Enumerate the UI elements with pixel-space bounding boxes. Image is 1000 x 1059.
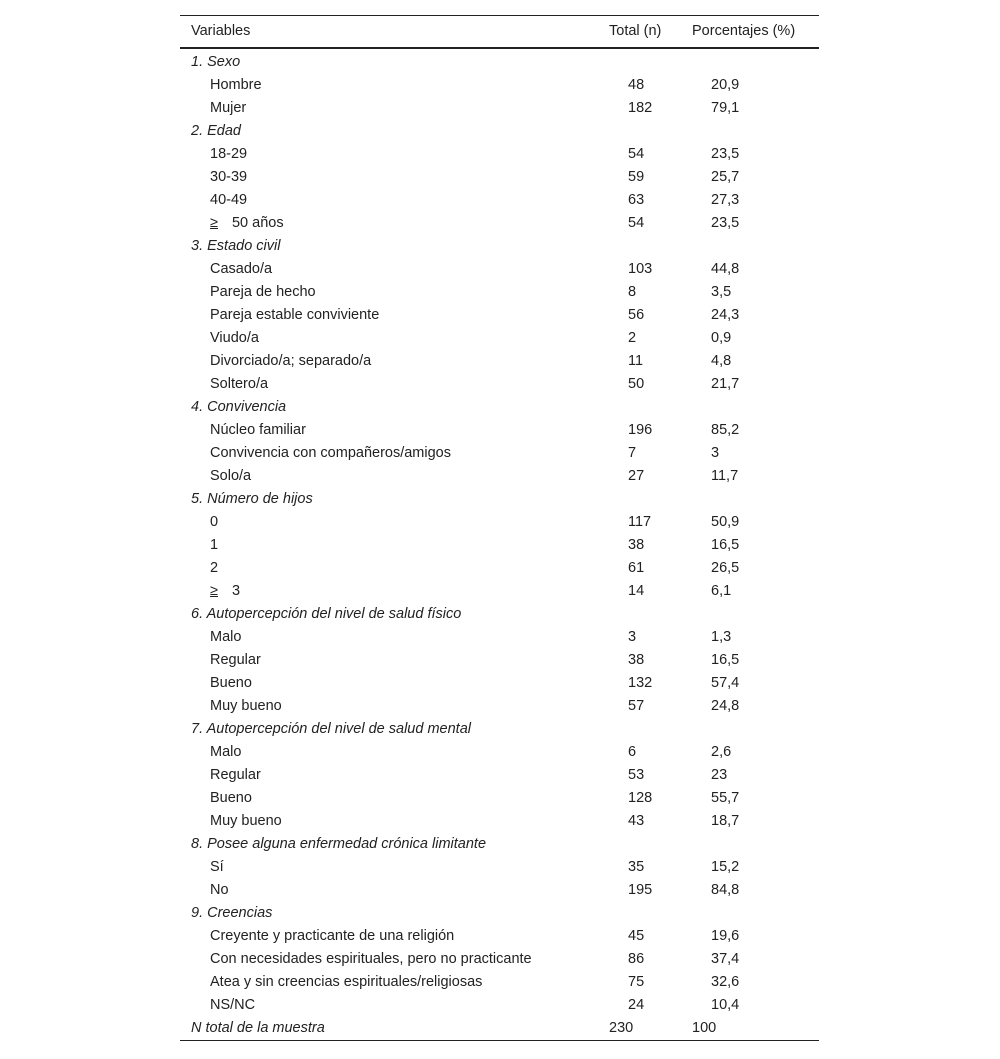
variable-label: Regular	[210, 767, 261, 783]
variable-label: 3	[231, 583, 241, 599]
variable-label: Pareja estable conviviente	[210, 307, 380, 323]
total-n-cell: 53	[628, 767, 645, 783]
variable-label: 1. Sexo	[191, 54, 241, 70]
percent-cell	[692, 718, 819, 741]
percent-cell	[692, 603, 819, 626]
table-row	[180, 764, 819, 787]
variable-label: Con necesidades espirituales, pero no practicante	[210, 951, 532, 967]
total-n-cell: 182	[628, 100, 653, 116]
greater-equal-symbol: ≥	[210, 583, 218, 599]
variable-cell	[180, 695, 628, 718]
variable-label: Creyente y practicante de una religión	[210, 928, 455, 944]
variable-cell	[180, 741, 628, 764]
table-row	[180, 879, 819, 902]
percent-cell: 23	[711, 767, 728, 783]
table-row	[180, 994, 819, 1017]
variable-cell	[180, 879, 628, 902]
variable-cell	[180, 51, 609, 74]
variable-label: Muy bueno	[210, 698, 282, 714]
total-n-cell	[609, 718, 692, 741]
variable-cell	[180, 787, 628, 810]
table-row	[180, 97, 819, 120]
table-row	[180, 649, 819, 672]
variable-cell	[180, 764, 628, 787]
group-header-row	[180, 603, 819, 626]
variable-cell	[180, 534, 628, 557]
total-n-cell: 48	[628, 77, 645, 93]
table-body	[180, 51, 819, 1040]
total-n-cell	[609, 120, 692, 143]
table-row	[180, 948, 819, 971]
variable-label: Soltero/a	[210, 376, 269, 392]
variable-label: Malo	[210, 629, 242, 645]
total-n-cell: 6	[628, 744, 637, 760]
table-row	[180, 327, 819, 350]
total-n-cell: 38	[628, 652, 645, 668]
percent-cell	[692, 120, 819, 143]
variable-cell	[180, 350, 628, 373]
percent-cell: 21,7	[711, 376, 740, 392]
variable-label: Convivencia con compañeros/amigos	[210, 445, 451, 461]
group-header-row	[180, 718, 819, 741]
table-row	[180, 442, 819, 465]
variable-label: Divorciado/a; separado/a	[210, 353, 372, 369]
variable-cell	[180, 580, 628, 603]
variable-cell	[180, 120, 609, 143]
total-n-cell: 2	[628, 330, 637, 346]
variable-label: Regular	[210, 652, 261, 668]
variable-cell	[180, 396, 609, 419]
table-row	[180, 810, 819, 833]
total-n-cell	[609, 603, 692, 626]
table-row	[180, 695, 819, 718]
total-n-cell: 196	[628, 422, 653, 438]
variable-label: 0	[210, 514, 219, 530]
variable-cell	[180, 971, 628, 994]
group-header-row	[180, 235, 819, 258]
total-n-cell: 11	[628, 353, 644, 369]
total-n-cell	[609, 235, 692, 258]
group-header-row	[180, 833, 819, 856]
variable-cell	[180, 327, 628, 350]
percent-cell: 27,3	[711, 192, 740, 208]
variable-cell	[180, 304, 628, 327]
table-row	[180, 419, 819, 442]
total-n-cell: 24	[628, 997, 645, 1013]
variable-label: Mujer	[210, 100, 247, 116]
total-n-cell: 103	[628, 261, 653, 277]
variable-label: Sí	[210, 859, 224, 875]
variable-cell	[180, 97, 628, 120]
total-n-cell: 132	[628, 675, 653, 691]
variable-label: 1	[210, 537, 219, 553]
total-n-cell	[609, 51, 692, 74]
variable-cell	[180, 994, 628, 1017]
table-row	[180, 741, 819, 764]
total-n-cell: 195	[628, 882, 653, 898]
variable-cell	[180, 74, 628, 97]
variable-cell	[180, 166, 628, 189]
variable-label: 2. Edad	[191, 123, 241, 139]
variable-label: 4. Convivencia	[191, 399, 287, 415]
table-row	[180, 143, 819, 166]
percent-cell: 37,4	[711, 951, 740, 967]
percent-cell: 16,5	[711, 537, 740, 553]
variable-cell	[180, 626, 628, 649]
percent-cell: 23,5	[711, 146, 740, 162]
percent-cell	[692, 396, 819, 419]
table-row	[180, 74, 819, 97]
variable-label: 8. Posee alguna enfermedad crónica limitante	[191, 836, 487, 852]
variable-label: 9. Creencias	[191, 905, 273, 921]
percent-cell: 3,5	[711, 284, 732, 300]
variable-cell	[180, 419, 628, 442]
total-n-cell: 14	[628, 583, 645, 599]
table-row	[180, 189, 819, 212]
variable-label: Hombre	[210, 77, 262, 93]
total-n-cell: 59	[628, 169, 645, 185]
percent-cell: 44,8	[711, 261, 740, 277]
total-n-cell: 54	[628, 146, 645, 162]
variable-label: 6. Autopercepción del nivel de salud físico	[191, 606, 462, 622]
total-n-cell: 230	[609, 1020, 634, 1036]
total-n-cell: 3	[628, 629, 637, 645]
table-row	[180, 626, 819, 649]
percent-cell: 84,8	[711, 882, 740, 898]
table-row	[180, 511, 819, 534]
total-n-cell	[609, 833, 692, 856]
variable-label: Bueno	[210, 675, 252, 691]
percent-cell: 0,9	[711, 330, 732, 346]
variable-cell	[180, 649, 628, 672]
table-row	[180, 856, 819, 879]
variable-label: 18-29	[210, 146, 248, 162]
total-n-cell: 43	[628, 813, 645, 829]
variable-label: 50 años	[231, 215, 284, 231]
total-n-cell: 86	[628, 951, 645, 967]
total-n-cell: 75	[628, 974, 645, 990]
variable-label: Solo/a	[210, 468, 252, 484]
percent-cell: 55,7	[711, 790, 740, 806]
total-n-cell: 38	[628, 537, 645, 553]
table-row	[180, 304, 819, 327]
total-n-cell: 50	[628, 376, 645, 392]
greater-equal-symbol: ≥	[210, 215, 218, 231]
percent-cell: 11,7	[711, 468, 739, 484]
total-n-cell: 35	[628, 859, 645, 875]
table-row	[180, 212, 819, 235]
table-row	[180, 166, 819, 189]
variable-cell	[180, 902, 609, 925]
percent-cell: 25,7	[711, 169, 740, 185]
variable-cell	[180, 373, 628, 396]
variable-label: 5. Número de hijos	[191, 491, 313, 507]
table-row	[180, 925, 819, 948]
total-n-cell: 54	[628, 215, 645, 231]
percent-cell: 100	[692, 1020, 717, 1036]
variable-label: 2	[210, 560, 219, 576]
variable-cell	[180, 856, 628, 879]
percent-cell: 19,6	[711, 928, 740, 944]
percent-cell: 15,2	[711, 859, 740, 875]
percent-cell: 24,3	[711, 307, 740, 323]
percent-cell: 32,6	[711, 974, 740, 990]
variable-label: NS/NC	[210, 997, 256, 1013]
group-header-row	[180, 51, 819, 74]
variable-cell	[180, 488, 609, 511]
variable-cell	[180, 810, 628, 833]
total-n-cell: 27	[628, 468, 645, 484]
percent-cell	[692, 51, 819, 74]
variable-label: Atea y sin creencias espirituales/religiosas	[210, 974, 483, 990]
total-n-cell: 45	[628, 928, 645, 944]
table-row	[180, 534, 819, 557]
variable-cell	[180, 557, 628, 580]
header-percent: Porcentajes (%)	[692, 23, 796, 39]
table-row	[180, 580, 819, 603]
table-row	[180, 373, 819, 396]
header-total: Total (n)	[609, 23, 662, 39]
percent-cell	[692, 488, 819, 511]
variable-cell	[180, 925, 628, 948]
percent-cell: 57,4	[711, 675, 740, 691]
variable-cell	[180, 442, 628, 465]
variable-label: 30-39	[210, 169, 248, 185]
percent-cell: 6,1	[711, 583, 732, 599]
total-n-cell	[609, 488, 692, 511]
variable-label: N total de la muestra	[191, 1020, 325, 1036]
percent-cell: 26,5	[711, 560, 740, 576]
table-header	[180, 16, 819, 49]
variable-cell	[180, 281, 628, 304]
variable-cell	[180, 1017, 609, 1040]
variable-label: 40-49	[210, 192, 248, 208]
table-row	[180, 971, 819, 994]
variable-cell	[180, 465, 628, 488]
table-row	[180, 258, 819, 281]
variable-cell	[180, 672, 628, 695]
table-row	[180, 787, 819, 810]
variable-label: Pareja de hecho	[210, 284, 316, 300]
variable-cell	[180, 212, 628, 235]
variable-label: Bueno	[210, 790, 252, 806]
group-header-row	[180, 902, 819, 925]
variable-label: No	[210, 882, 229, 898]
table-row	[180, 672, 819, 695]
percent-cell	[692, 833, 819, 856]
variable-cell	[180, 235, 609, 258]
total-n-cell: 63	[628, 192, 645, 208]
percent-cell: 3	[711, 445, 720, 461]
percent-cell: 16,5	[711, 652, 740, 668]
table-row	[180, 557, 819, 580]
total-n-cell	[609, 396, 692, 419]
variable-cell	[180, 833, 609, 856]
variable-cell	[180, 603, 609, 626]
variable-label: Núcleo familiar	[210, 422, 306, 438]
variable-cell	[180, 258, 628, 281]
percent-cell: 20,9	[711, 77, 740, 93]
percent-cell: 2,6	[711, 744, 732, 760]
variable-label: Casado/a	[210, 261, 273, 277]
variable-cell	[180, 143, 628, 166]
total-row	[180, 1017, 819, 1040]
variable-cell	[180, 189, 628, 212]
percent-cell: 79,1	[711, 100, 740, 116]
total-n-cell: 56	[628, 307, 645, 323]
total-n-cell: 7	[628, 445, 637, 461]
variable-label: Viudo/a	[210, 330, 259, 346]
table-row	[180, 350, 819, 373]
percent-cell: 4,8	[711, 353, 732, 369]
percent-cell: 85,2	[711, 422, 740, 438]
total-n-cell: 8	[628, 284, 637, 300]
variable-cell	[180, 511, 628, 534]
variable-label: 7. Autopercepción del nivel de salud mental	[191, 721, 471, 737]
percent-cell	[692, 902, 819, 925]
total-n-cell	[609, 902, 692, 925]
demographics-table	[180, 15, 819, 1041]
percent-cell: 23,5	[711, 215, 740, 231]
variable-label: 3. Estado civil	[191, 238, 281, 254]
table-row	[180, 465, 819, 488]
table-row	[180, 281, 819, 304]
variable-label: Muy bueno	[210, 813, 282, 829]
percent-cell: 50,9	[711, 514, 740, 530]
group-header-row	[180, 120, 819, 143]
group-header-row	[180, 488, 819, 511]
header-variables: Variables	[191, 23, 251, 39]
group-header-row	[180, 396, 819, 419]
percent-cell: 10,4	[711, 997, 740, 1013]
percent-cell: 18,7	[711, 813, 740, 829]
percent-cell	[692, 235, 819, 258]
total-n-cell: 57	[628, 698, 645, 714]
variable-cell	[180, 718, 609, 741]
total-n-cell: 128	[628, 790, 653, 806]
total-n-cell: 117	[628, 514, 652, 530]
percent-cell: 1,3	[711, 629, 732, 645]
percent-cell: 24,8	[711, 698, 740, 714]
variable-label: Malo	[210, 744, 242, 760]
total-n-cell: 61	[628, 560, 645, 576]
variable-cell	[180, 948, 628, 971]
